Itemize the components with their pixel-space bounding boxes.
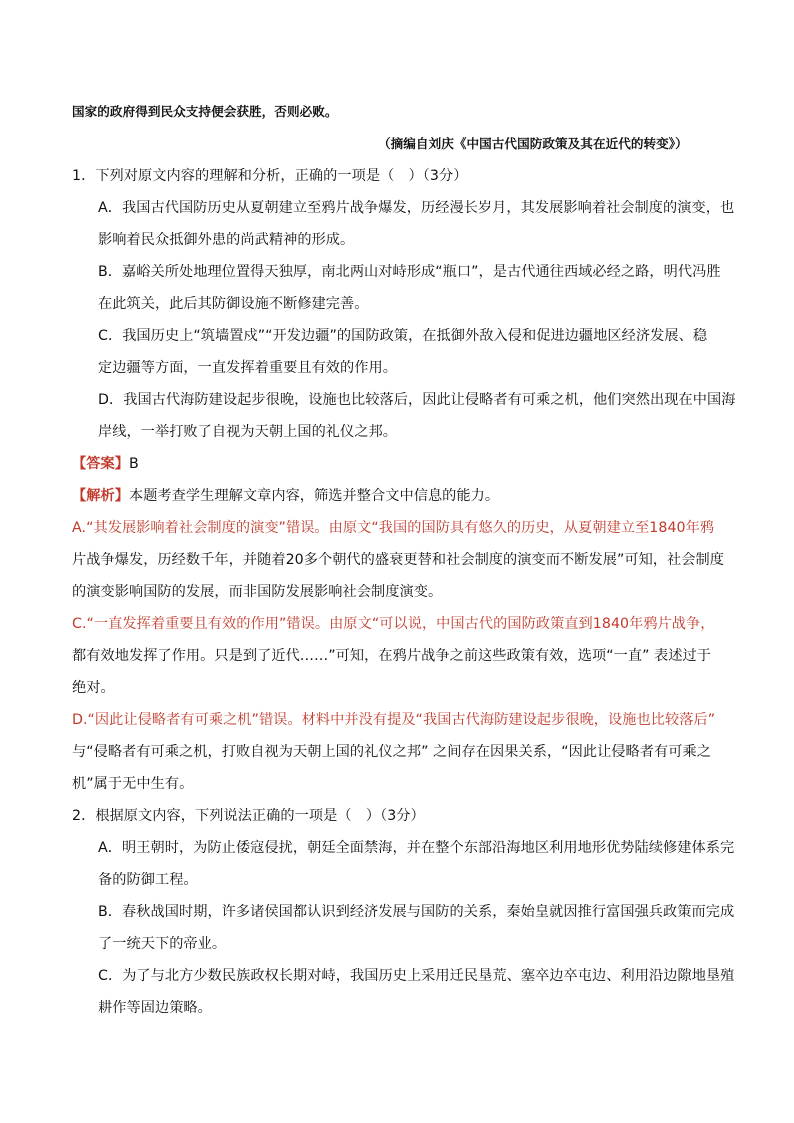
q2-option-a-line2: 备的防御工程。 — [98, 872, 198, 888]
q1-option-d-line2: 岸线，一举打败了自视为天朝上国的礼仪之邦。 — [98, 424, 397, 440]
q1-option-a-line2: 影响着民众抵御外患的尚武精神的形成。 — [98, 232, 355, 248]
q2-option-a-line1: A．明王朝时，为防止倭寇侵扰，朝廷全面禁海，并在整个东部沿海地区利用地形优势陆续修建体系完 — [98, 840, 735, 856]
question-1-stem: 1．下列对原文内容的理解和分析，正确的一项是（ ）（3分） — [72, 168, 468, 184]
explanation-a-line2: 片战争爆发，历经数千年，并随着20多个朝代的盛衰更替和社会制度的演变而不断发展”可知，社会制度 — [72, 552, 725, 568]
explanation-c-line1: C.“一直发挥着重要且有效的作用”错误。由原文“可以说，中国古代的国防政策直到1840年鸦片战争， — [72, 616, 715, 632]
q2-option-c-line2: 耕作等固边策略。 — [98, 1000, 212, 1016]
passage-tail: 国家的政府得到民众支持便会获胜，否则必败。 — [72, 104, 338, 119]
q2-option-b-line1: B．春秋战国时期，许多诸侯国都认识到经济发展与国防的关系，秦始皇就因推行富国强兵政策而完成 — [98, 904, 735, 920]
q2-option-b-line2: 了一统天下的帝业。 — [98, 936, 227, 952]
analysis-text: 本题考查学生理解文章内容，筛选并整合文中信息的能力。 — [128, 488, 500, 504]
analysis-label: 【解析】 — [72, 488, 129, 504]
answer-label: 【答案】 — [72, 456, 129, 472]
q1-option-c-line2: 定边疆等方面，一直发挥着重要且有效的作用。 — [98, 360, 397, 376]
question-2-stem: 2．根据原文内容，下列说法正确的一项是（ ）（3分） — [72, 808, 425, 824]
q1-option-a-line1: A．我国古代国防历史从夏朝建立至鸦片战争爆发，历经漫长岁月，其发展影响着社会制度的演变，也 — [98, 200, 735, 216]
q2-option-c-line1: C．为了与北方少数民族政权长期对峙，我国历史上采用迁民垦荒、塞卒边卒屯边、利用沿边隙地垦殖 — [98, 968, 735, 984]
q1-option-b-line1: B．嘉峪关所处地理位置得天独厚，南北两山对峙形成“瓶口”，是古代通往西域必经之路，明代冯胜 — [98, 264, 721, 280]
q1-answer — [72, 448, 139, 480]
explanation-c-line2: 都有效地发挥了作用。只是到了近代……”可知，在鸦片战争之前这些政策有效，选项“一直” 表述过于 — [72, 648, 711, 664]
passage-source: （摘编自刘庆《中国古代国防政策及其在近代的转变》） — [378, 136, 688, 151]
q1-option-c-line1: C．我国历史上“筑墙置戍”“开发边疆”的国防政策，在抵御外敌入侵和促进边疆地区经济发展、稳 — [98, 328, 708, 344]
answer-value: B — [128, 456, 139, 472]
explanation-a-line1: A.“其发展影响着社会制度的演变”错误。由原文“我国的国防具有悠久的历史，从夏朝建立至1840年鸦 — [72, 520, 715, 536]
q1-analysis — [72, 480, 499, 512]
q1-option-b-line2: 在此筑关，此后其防御设施不断修建完善。 — [98, 296, 369, 312]
explanation-d-line2: 与“侵略者有可乘之机，打败自视为天朝上国的礼仪之邦” 之间存在因果关系，“因此让侵略者有可乘之 — [72, 744, 711, 760]
explanation-d-line3: 机”属于无中生有。 — [72, 776, 194, 792]
explanation-d-line1: D.“因此让侵略者有可乘之机”错误。材料中并没有提及“我国古代海防建设起步很晚，设施也比较落后” — [72, 712, 716, 728]
q1-option-d-line1: D．我国古代海防建设起步很晚，设施也比较落后，因此让侵略者有可乘之机，他们突然出现在中国海 — [98, 392, 736, 408]
explanation-c-line3: 绝对。 — [72, 680, 115, 696]
explanation-a-line3: 的演变影响国防的发展，而非国防发展影响社会制度演变。 — [72, 584, 443, 600]
